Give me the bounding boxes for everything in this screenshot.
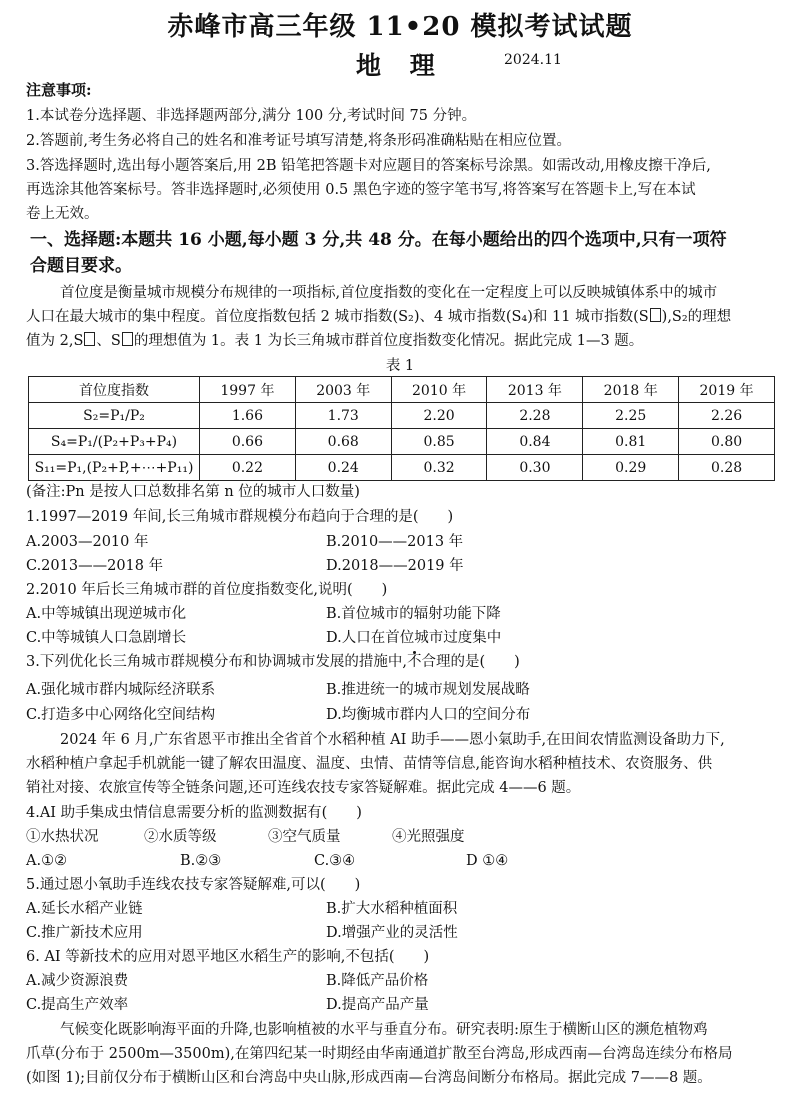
- q4-item: ④光照强度: [392, 829, 465, 845]
- table-cell: 0.81: [583, 429, 679, 455]
- q1-option-c[interactable]: C.2013——2018 年: [26, 558, 164, 574]
- missing-glyph-box: [122, 332, 133, 346]
- q1-option-d[interactable]: D.2018——2019 年: [326, 558, 464, 574]
- q3-option-d[interactable]: D.均衡城市群内人口的空间分布: [326, 707, 531, 723]
- subject-title: 地 理: [356, 51, 445, 80]
- table-cell: 0.32: [391, 455, 487, 481]
- table-cell: 2.26: [679, 403, 775, 429]
- q4-option-d[interactable]: D ①④: [466, 853, 509, 869]
- table-cell: S₁₁=P₁,(P₂+P,+⋯+P₁₁): [29, 455, 200, 481]
- q3-stem-text: 3.下列优化长三角城市群规模分布和协调城市发展的措施中,: [26, 654, 407, 670]
- q5-option-c[interactable]: C.推广新技术应用: [26, 925, 143, 941]
- table-header-cell: 2003 年: [295, 377, 391, 403]
- table-cell: 1.73: [295, 403, 391, 429]
- question-6-stem: 6. AI 等新技术的应用对恩平地区水稻生产的影响,不包括( ): [26, 949, 430, 965]
- passage-text: 的理想值为 1。表 1 为长三角城市群首位度指数变化情况。据此完成 1—3 题。: [133, 333, 644, 349]
- q5-option-d[interactable]: D.增强产业的灵活性: [326, 925, 458, 941]
- table-cell: S₂=P₁/P₂: [29, 403, 200, 429]
- passage-text: ),S₂的理想: [661, 309, 732, 325]
- passage-line: (如图 1);目前仅分布于横断山区和台湾岛中央山脉,形成西南—台湾岛间断分布格局。据此完成 7——8 题。: [26, 1070, 712, 1086]
- q2-option-b[interactable]: B.首位城市的辐射功能下降: [326, 606, 501, 622]
- table-cell: 0.66: [200, 429, 296, 455]
- missing-glyph-box: [650, 308, 661, 322]
- table-header-cell: 2018 年: [583, 377, 679, 403]
- passage-line: 气候变化既影响海平面的升降,也影响植被的水平与垂直分布。研究表明:原生于横断山区的濒危植物鸡: [60, 1022, 708, 1038]
- passage-text: 人口在最大城市的集中程度。首位度指数包括 2 城市指数(S₂)、4 城市指数(S₄)和 11 城市指数(S: [26, 309, 649, 325]
- table-cell: 0.68: [295, 429, 391, 455]
- table-caption: 表 1: [385, 358, 415, 374]
- notice-line: 再选涂其他答案标号。答非选择题时,必须使用 0.5 黑色字迹的签字笔书写,将答案写在答题卡上,写在本试: [26, 182, 696, 198]
- exam-date: 2024.11: [504, 52, 562, 68]
- q4-option-a[interactable]: A.①②: [26, 853, 68, 869]
- q2-option-a[interactable]: A.中等城镇出现逆城市化: [26, 606, 187, 622]
- q2-option-c[interactable]: C.中等城镇人口急剧增长: [26, 630, 187, 646]
- q2-option-d[interactable]: D.人口在首位城市过度集中: [326, 630, 502, 646]
- q6-option-a[interactable]: A.减少资源浪费: [26, 973, 129, 989]
- table-cell: 2.25: [583, 403, 679, 429]
- notice-heading: 注意事项:: [26, 81, 92, 99]
- exam-title: 赤峰市高三年级 11•20 模拟考试试题: [167, 12, 633, 42]
- section-heading: 一、选择题:本题共 16 小题,每小题 3 分,共 48 分。在每小题给出的四个选项中,只有一项符: [30, 230, 727, 250]
- primacy-index-table: [28, 376, 775, 481]
- q6-option-b[interactable]: B.降低产品价格: [326, 973, 429, 989]
- notice-line: 2.答题前,考生务必将自己的姓名和准考证号填写清楚,将条形码准确粘贴在相应位置。: [26, 133, 572, 149]
- q1-option-a[interactable]: A.2003—2010 年: [26, 534, 149, 550]
- passage-line: 2024 年 6 月,广东省恩平市推出全省首个水稻种植 AI 助手——恩小氣助手,在田间农情监测设备助力下,: [60, 732, 725, 748]
- passage-line: 爪草(分布于 2500m—3500m),在第四纪某一时期经由华南通道扩散至台湾岛,形成西南—台湾岛连续分布格局: [26, 1046, 733, 1062]
- table-row: [29, 429, 775, 455]
- question-3-stem: [26, 652, 520, 672]
- question-4-stem: 4.AI 助手集成虫情信息需要分析的监测数据有( ): [26, 805, 362, 821]
- question-5-stem: 5.通过恩小氧助手连线农技专家答疑解难,可以( ): [26, 877, 361, 893]
- table-cell: 2.20: [391, 403, 487, 429]
- table-cell: 0.24: [295, 455, 391, 481]
- notice-line: 3.答选择题时,选出每小题答案后,用 2B 铅笔把答题卡对应题目的答案标号涂黑。如需改动,用橡皮擦干净后,: [26, 158, 711, 174]
- q4-option-b[interactable]: B.②③: [180, 853, 222, 869]
- notice-line: 1.本试卷分选择题、非选择题两部分,满分 100 分,考试时间 75 分钟。: [26, 108, 477, 124]
- question-2-stem: 2.2010 年后长三角城市群的首位度指数变化,说明( ): [26, 582, 388, 598]
- q3-emphasis-char: 不: [406, 654, 422, 670]
- passage-line: 水稻种植户拿起手机就能一键了解农田温度、温度、虫情、苗情等信息,能咨询水稻种植技术、农资服务、供: [26, 756, 713, 772]
- q5-option-a[interactable]: A.延长水稻产业链: [26, 901, 143, 917]
- table-note: (备注:Pn 是按人口总数排名第 n 位的城市人口数量): [26, 484, 360, 500]
- q1-option-b[interactable]: B.2010——2013 年: [326, 534, 464, 550]
- table-cell: 0.30: [487, 455, 583, 481]
- passage-line: [26, 331, 643, 351]
- table-cell: 1.66: [200, 403, 296, 429]
- table-cell: 0.85: [391, 429, 487, 455]
- question-1-stem: 1.1997—2019 年间,长三角城市群规模分布趋向于合理的是( ): [26, 509, 454, 525]
- q3-stem-text: 合理的是( ): [421, 654, 520, 670]
- section-heading-cont: 合题目要求。: [30, 256, 132, 276]
- table-header-cell: 2010 年: [391, 377, 487, 403]
- q3-option-b[interactable]: B.推进统一的城市规划发展战略: [326, 682, 530, 698]
- q6-option-d[interactable]: D.提高产品产量: [326, 997, 429, 1013]
- passage-line: [26, 307, 731, 327]
- q4-item: ②水质等级: [144, 829, 217, 845]
- q4-option-c[interactable]: C.③④: [314, 853, 356, 869]
- notice-line: 卷上无效。: [26, 206, 99, 222]
- q6-option-c[interactable]: C.提高生产效率: [26, 997, 129, 1013]
- table-row: [29, 455, 775, 481]
- table-cell: 0.28: [679, 455, 775, 481]
- passage-text: 、S: [96, 333, 121, 349]
- q3-option-a[interactable]: A.强化城市群内城际经济联系: [26, 682, 216, 698]
- table-cell: 0.29: [583, 455, 679, 481]
- table-cell: S₄=P₁/(P₂+P₃+P₄): [29, 429, 200, 455]
- table-cell: 2.28: [487, 403, 583, 429]
- table-cell: 0.80: [679, 429, 775, 455]
- missing-glyph-box: [84, 332, 95, 346]
- table-header-cell: 2019 年: [679, 377, 775, 403]
- passage-text: 值为 2,S: [26, 333, 84, 349]
- table-cell: 0.22: [200, 455, 296, 481]
- q3-option-c[interactable]: C.打造多中心网络化空间结构: [26, 707, 216, 723]
- table-header-row: [29, 377, 775, 403]
- table-cell: 0.84: [487, 429, 583, 455]
- table-row: [29, 403, 775, 429]
- passage-line: 销社对接、农旅宣传等全链条问题,还可连线农技专家答疑解难。据此完成 4——6 题。: [26, 780, 581, 796]
- table-header-cell: 1997 年: [200, 377, 296, 403]
- passage-line: 首位度是衡量城市规模分布规律的一项指标,首位度指数的变化在一定程度上可以反映城镇体系中的城市: [60, 285, 718, 301]
- table-header-cell: 首位度指数: [29, 377, 200, 403]
- q4-item: ③空气质量: [268, 829, 341, 845]
- q5-option-b[interactable]: B.扩大水稻种植面积: [326, 901, 458, 917]
- table-header-cell: 2013 年: [487, 377, 583, 403]
- q4-item: ①水热状况: [26, 829, 99, 845]
